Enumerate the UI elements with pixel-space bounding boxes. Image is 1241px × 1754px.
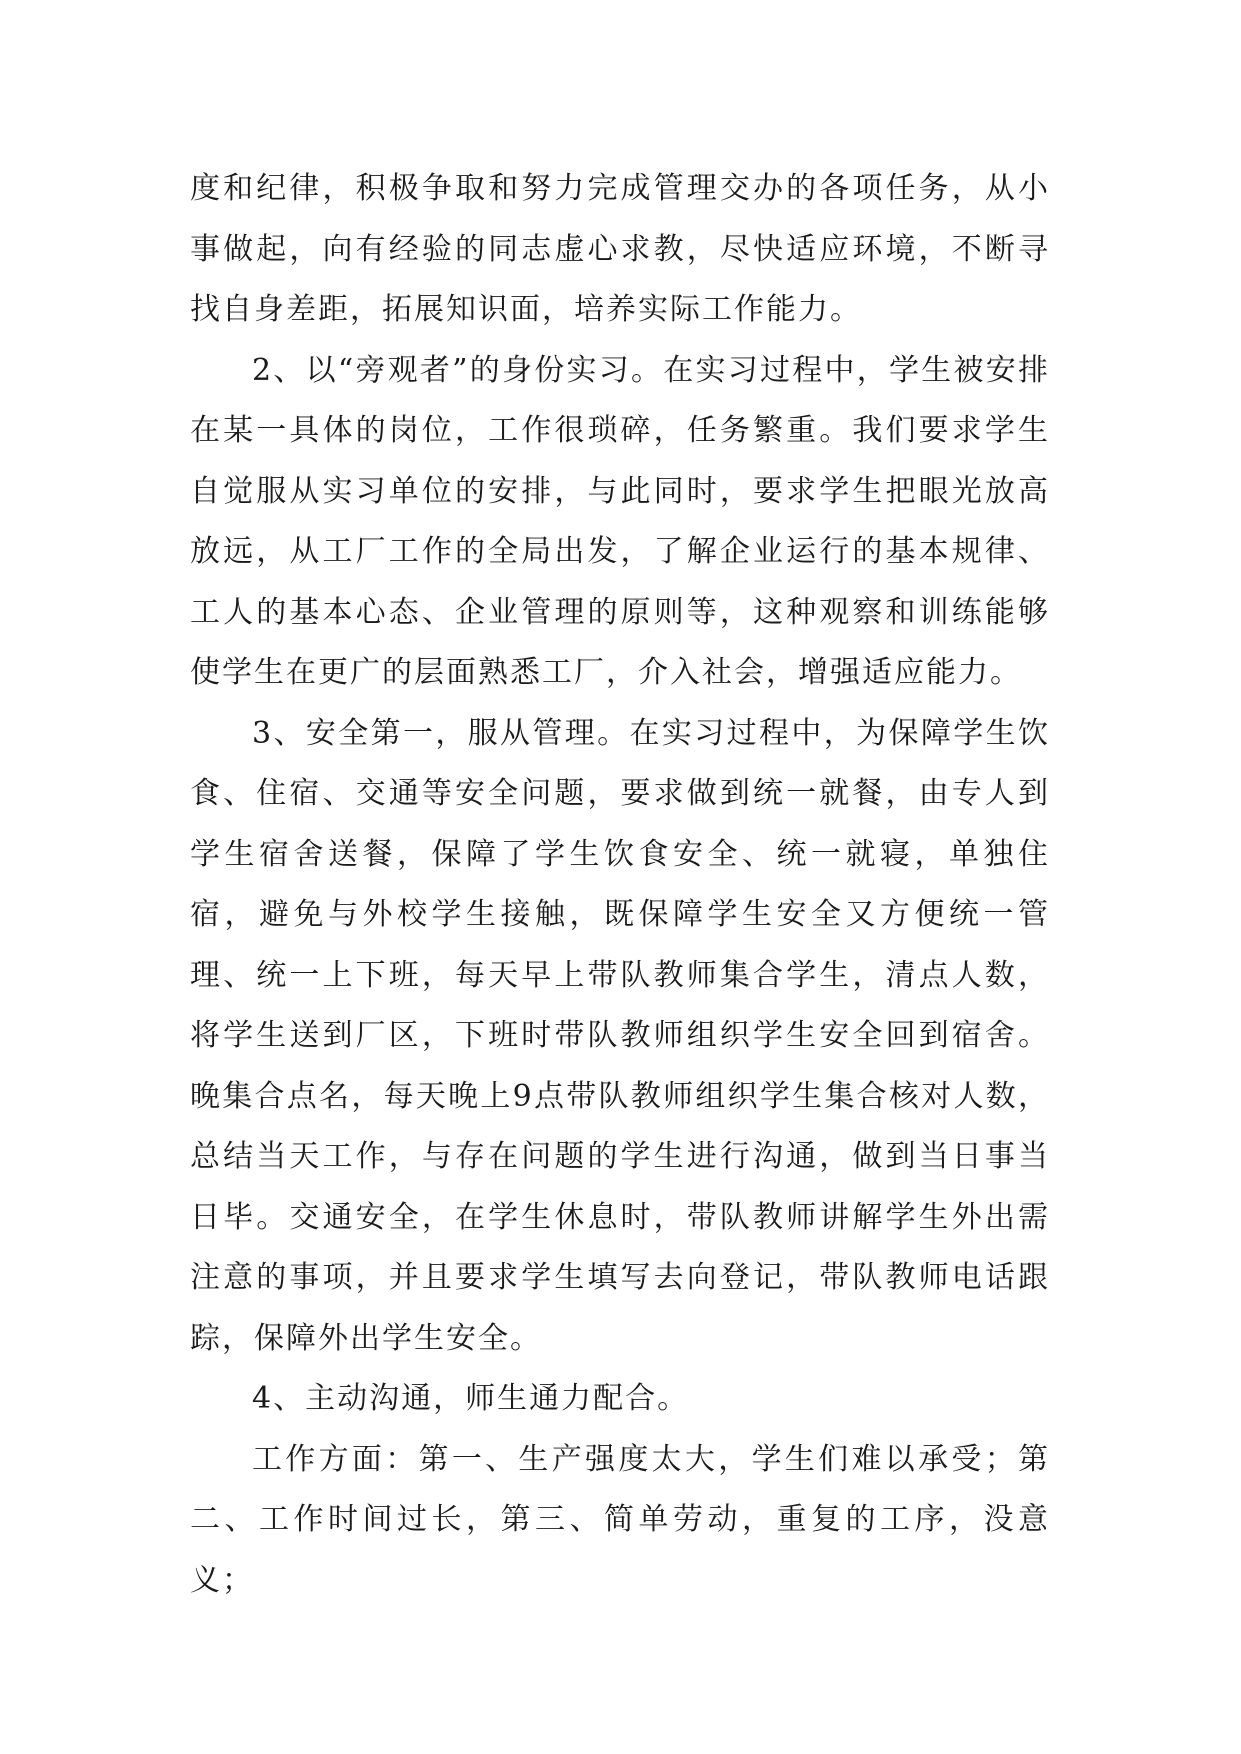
paragraph-4: 4、主动沟通，师生通力配合。 [252, 1381, 690, 1416]
paragraph-2: 2、以“旁观者”的身份实习。在实习过程中，学生被安排在某一具体的岗位，工作很琐碎，任务繁重。我们要求学生自觉服从实习单位的安排，与此同时，要求学生把眼光放高放远，从工厂工作的全局出发，了解企业运行的基本规律、工人的基本心态、企业管理的原则等，这种观察和训练能够使学生在更广的层面熟悉工厂，介入社会，增强适应能力。 [190, 352, 1050, 690]
document-body [190, 159, 1050, 1611]
paragraph-5: 工作方面：第一、生产强度太大，学生们难以承受；第二、工作时间过长，第三、简单劳动，重复的工序，没意义； [190, 1441, 1050, 1598]
paragraph-1: 度和纪律，积极争取和努力完成管理交办的各项任务，从小事做起，向有经验的同志虚心求教，尽快适应环境，不断寻找自身差距，拓展知识面，培养实际工作能力。 [190, 171, 1050, 327]
paragraph-3: 3、安全第一，服从管理。在实习过程中，为保障学生饮食、住宿、交通等安全问题，要求做到统一就餐，由专人到学生宿舍送餐，保障了学生饮食安全、统一就寝，单独住宿，避免与外校学生接触，既保障学生安全又方便统一管理、统一上下班，每天早上带队教师集合学生，清点人数，将学生送到厂区，下班时带队教师组织学生安全回到宿舍。晚集合点名，每天晚上9点带队教师组织学生集合核对人数，总结当天工作，与存在问题的学生进行沟通，做到当日事当日毕。交通安全，在学生休息时，带队教师讲解学生外出需注意的事项，并且要求学生填写去向登记，带队教师电话跟踪，保障外出学生安全。 [190, 715, 1050, 1356]
